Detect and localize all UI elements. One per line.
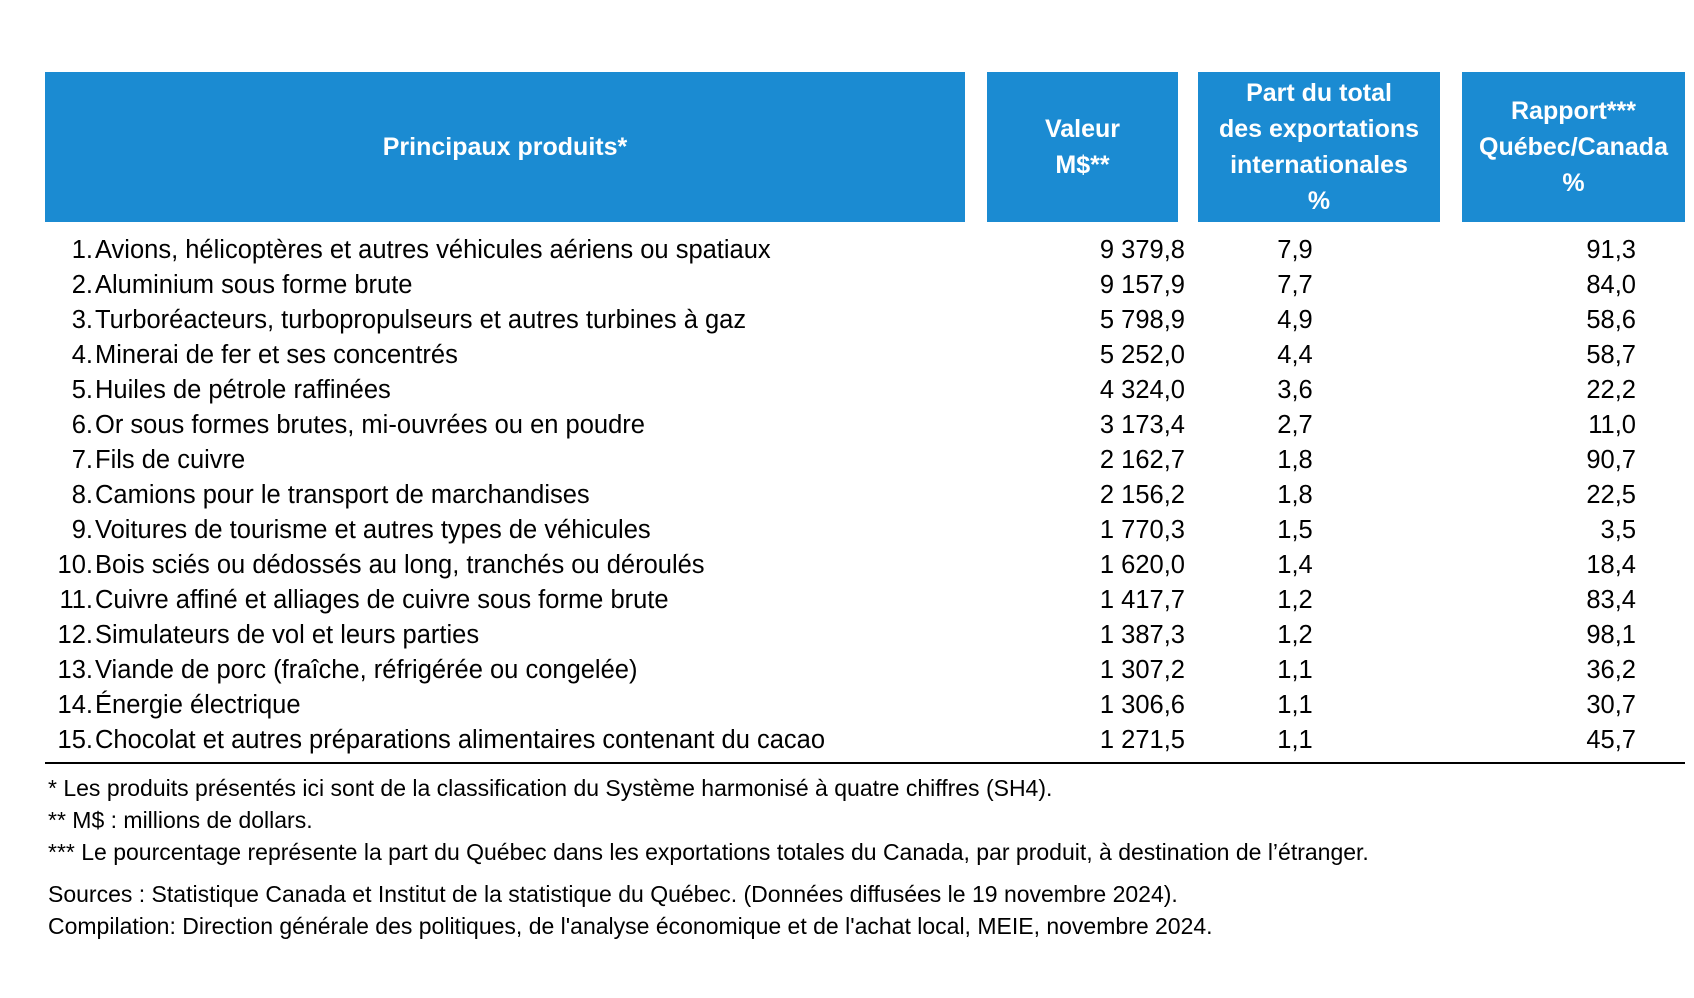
row-number: 8. — [71, 481, 93, 509]
table-row — [45, 688, 1685, 723]
row-number: 4. — [71, 341, 93, 369]
row-number: 13. — [57, 656, 93, 684]
row-value: 9 157,9 — [1099, 271, 1185, 299]
row-ratio: 22,5 — [1586, 481, 1636, 509]
row-ratio: 58,7 — [1586, 341, 1636, 369]
row-value: 1 306,6 — [1099, 691, 1185, 719]
row-ratio: 98,1 — [1586, 621, 1636, 649]
row-number: 2. — [71, 271, 93, 299]
row-share: 1,1 — [1277, 656, 1313, 684]
row-product: Bois sciés ou dédossés au long, tranchés ou déroulés — [95, 551, 705, 579]
header-value-line: M$** — [1055, 151, 1110, 179]
row-value: 5 252,0 — [1099, 341, 1185, 369]
row-share: 1,1 — [1277, 691, 1313, 719]
table-bottom-rule — [45, 762, 1685, 764]
row-value: 1 770,3 — [1099, 516, 1185, 544]
row-ratio: 83,4 — [1586, 586, 1636, 614]
header-ratio — [1462, 72, 1685, 222]
row-product: Énergie électrique — [95, 691, 301, 719]
row-number: 15. — [57, 726, 93, 754]
row-product: Simulateurs de vol et leurs parties — [95, 621, 480, 649]
row-share: 1,1 — [1277, 726, 1313, 754]
row-product: Chocolat et autres préparations alimentaires contenant du cacao — [95, 726, 826, 754]
row-share: 7,9 — [1277, 236, 1313, 264]
row-value: 1 387,3 — [1099, 621, 1185, 649]
row-number: 1. — [71, 236, 93, 264]
row-share: 1,8 — [1277, 481, 1313, 509]
row-value: 4 324,0 — [1099, 376, 1185, 404]
table-row — [45, 303, 1685, 338]
header-value — [987, 72, 1178, 222]
row-share: 7,7 — [1277, 271, 1313, 299]
row-ratio: 90,7 — [1586, 446, 1636, 474]
footnote-sh4: * Les produits présentés ici sont de la classification du Système harmonisé à quatre chiffres (SH4). — [48, 775, 1053, 801]
footnote-currency: ** M$ : millions de dollars. — [48, 807, 313, 833]
row-share: 3,6 — [1277, 376, 1313, 404]
row-value: 3 173,4 — [1099, 411, 1185, 439]
row-value: 9 379,8 — [1099, 236, 1185, 264]
compilation-note: Compilation: Direction générale des politiques, de l'analyse économique et de l'achat local, MEIE, novembre 2024. — [48, 913, 1213, 939]
header-share-line: Part du total — [1246, 79, 1392, 107]
header-value-line: Valeur — [1044, 115, 1121, 143]
row-ratio: 36,2 — [1586, 656, 1636, 684]
table-row — [45, 723, 1685, 758]
row-number: 5. — [71, 376, 93, 404]
row-ratio: 45,7 — [1586, 726, 1636, 754]
row-product: Minerai de fer et ses concentrés — [95, 341, 458, 369]
row-product: Voitures de tourisme et autres types de véhicules — [95, 516, 651, 544]
row-product: Aluminium sous forme brute — [95, 271, 413, 299]
row-value: 2 156,2 — [1099, 481, 1185, 509]
row-ratio: 58,6 — [1586, 306, 1636, 334]
header-share-line: internationales — [1230, 151, 1408, 179]
row-value: 1 271,5 — [1099, 726, 1185, 754]
row-product: Or sous formes brutes, mi-ouvrées ou en poudre — [95, 411, 645, 439]
row-share: 1,5 — [1277, 516, 1313, 544]
row-share: 4,4 — [1277, 341, 1313, 369]
row-ratio: 18,4 — [1586, 551, 1636, 579]
table-row — [45, 583, 1685, 618]
row-number: 14. — [57, 691, 93, 719]
row-product: Turboréacteurs, turbopropulseurs et autres turbines à gaz — [95, 306, 747, 334]
row-value: 1 307,2 — [1099, 656, 1185, 684]
row-product: Huiles de pétrole raffinées — [95, 376, 391, 404]
header-share-line: % — [1307, 187, 1331, 215]
row-ratio: 11,0 — [1588, 411, 1636, 439]
table-row — [45, 513, 1685, 548]
row-product: Viande de porc (fraîche, réfrigérée ou congelée) — [95, 656, 638, 684]
row-share: 2,7 — [1277, 411, 1313, 439]
header-share — [1198, 72, 1440, 222]
table-row — [45, 233, 1685, 268]
header-ratio-line: % — [1562, 169, 1585, 197]
row-value: 1 620,0 — [1099, 551, 1185, 579]
header-ratio-line: Québec/Canada — [1479, 133, 1668, 161]
row-share: 1,2 — [1277, 586, 1313, 614]
row-product: Camions pour le transport de marchandises — [95, 481, 590, 509]
row-value: 5 798,9 — [1099, 306, 1185, 334]
row-number: 6. — [71, 411, 93, 439]
row-ratio: 3,5 — [1600, 516, 1636, 544]
header-share-line: des exportations — [1218, 115, 1420, 143]
row-number: 3. — [71, 306, 93, 334]
row-number: 11. — [59, 586, 93, 614]
table-row — [45, 338, 1685, 373]
table-row — [45, 268, 1685, 303]
row-product: Avions, hélicoptères et autres véhicules aériens ou spatiaux — [95, 236, 771, 264]
row-share: 1,2 — [1277, 621, 1313, 649]
row-number: 12. — [57, 621, 93, 649]
row-ratio: 22,2 — [1586, 376, 1636, 404]
footnote-ratio: *** Le pourcentage représente la part du Québec dans les exportations totales du Canada, par produit, à destination de l’étranger. — [48, 839, 1369, 865]
row-value: 2 162,7 — [1099, 446, 1185, 474]
row-ratio: 91,3 — [1586, 236, 1636, 264]
row-number: 9. — [71, 516, 93, 544]
header-product — [45, 72, 965, 222]
table-row — [45, 478, 1685, 513]
row-share: 4,9 — [1277, 306, 1313, 334]
row-product: Fils de cuivre — [95, 446, 246, 474]
row-product: Cuivre affiné et alliages de cuivre sous forme brute — [95, 586, 669, 614]
row-number: 10. — [57, 551, 93, 579]
header-product-label: Principaux produits* — [382, 133, 628, 161]
sources-note: Sources : Statistique Canada et Institut de la statistique du Québec. (Données diffusées le 19 novembre 2024). — [48, 881, 1178, 907]
header-ratio-line: Rapport*** — [1510, 97, 1636, 125]
table-row — [45, 443, 1685, 478]
table-row — [45, 618, 1685, 653]
table-row — [45, 408, 1685, 443]
row-number: 7. — [71, 446, 93, 474]
row-ratio: 84,0 — [1586, 271, 1636, 299]
row-share: 1,8 — [1277, 446, 1313, 474]
row-share: 1,4 — [1277, 551, 1313, 579]
table-row — [45, 653, 1685, 688]
table-row — [45, 548, 1685, 583]
row-ratio: 30,7 — [1586, 691, 1636, 719]
table-row — [45, 373, 1685, 408]
row-value: 1 417,7 — [1099, 586, 1185, 614]
